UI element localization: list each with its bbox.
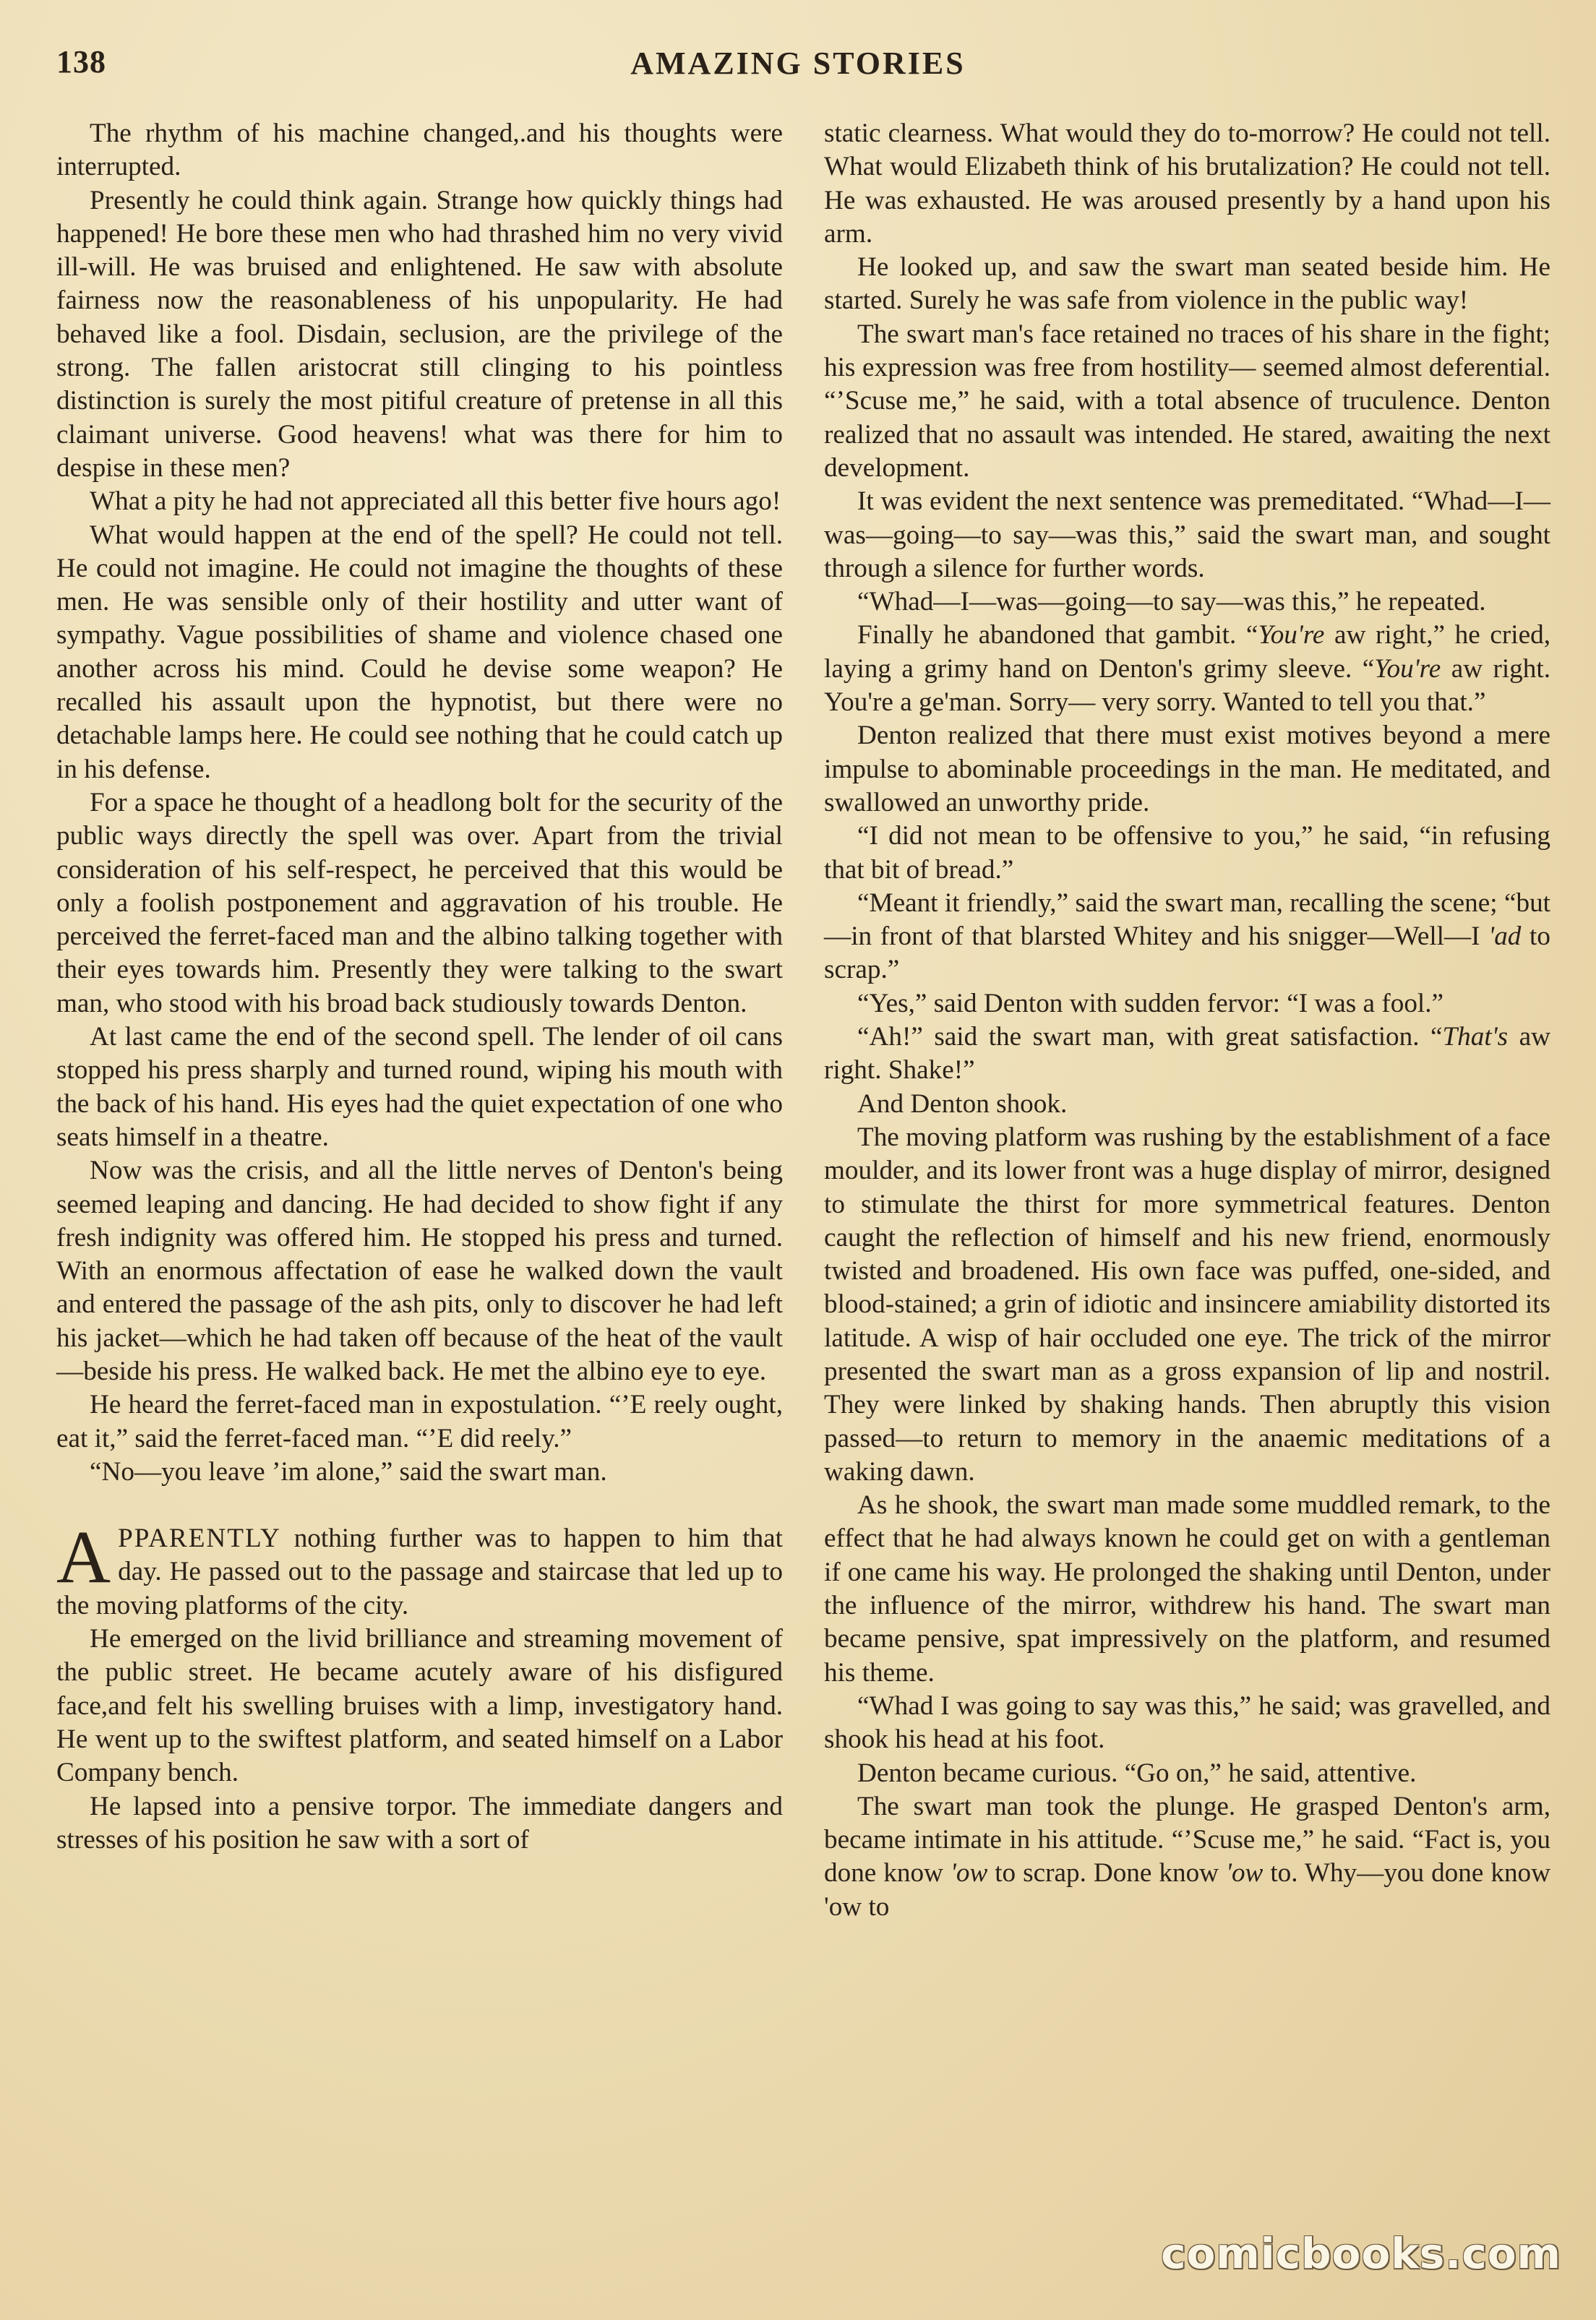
paragraph: “Whad I was going to say was this,” he said; was gravelled, and shook his head at his foot. <box>824 1690 1550 1755</box>
paragraph: “No—you leave ’im alone,” said the swart man. <box>90 1456 607 1487</box>
text-run: to. Why—you done know 'ow to <box>824 1858 1550 1922</box>
text-run: aw right,” he cried, laying a grimy hand on Denton's grimy sleeve. “ <box>824 620 1550 684</box>
italic-text: 'ow <box>1226 1858 1264 1889</box>
paragraph <box>824 619 1550 719</box>
paragraph <box>824 1790 1550 1924</box>
paragraph: What a pity he had not appreciated all this better five hours ago! <box>90 486 781 517</box>
paragraph: The swart man's face retained no traces of his share in the fight; his expression was free from hostility— seemed almost deferential. “’Scuse me,” he said, with a total absence of truculence. Denton realized that no assault was intended. He stared, awaiting the next development. <box>824 319 1550 483</box>
paragraph <box>824 1021 1550 1088</box>
text-run: aw right. You're a ge'man. Sorry— very sorry. Wanted to tell you that.” <box>824 653 1550 718</box>
paragraph: Now was the crisis, and all the little nerves of Denton's being seemed leaping and dancing. He had decided to show fight if any fresh indignity was offered him. He stopped his press and turned. With an enormous affectation of ease he walked down the vault and entered the passage of the ash pits, only to discover he had left his jacket—which he had taken off because of the heat of the vault—beside his press. He walked back. He met the albino eye to eye. <box>56 1156 783 1386</box>
running-head: AMAZING STORIES <box>630 46 966 81</box>
paragraph: He heard the ferret-faced man in expostulation. “’E reely ought, eat it,” said the ferret-faced man. “’E did reely.” <box>56 1390 783 1453</box>
paragraph: As he shook, the swart man made some muddled remark, to the effect that he had always known he could get on with a gentleman if one came his way. He prolonged the shaking until Denton, under the influence of the mirror, withdrew his hand. The swart man became pensive, spat impressively on the platform, and resumed his theme. <box>824 1490 1550 1688</box>
italic-text: You're <box>1258 620 1325 650</box>
paragraph: Denton realized that there must exist motives beyond a mere impulse to abominable proceedings in the man. He meditated, and swallowed an unworthy pride. <box>824 721 1550 817</box>
text-run: to scrap. Done know <box>987 1858 1226 1889</box>
italic-text: That's <box>1442 1022 1509 1052</box>
text-run: aw right. Shake!” <box>824 1022 1550 1086</box>
paragraph: He looked up, and saw the swart man seated beside him. He started. Surely he was safe from violence in the public way! <box>824 252 1550 316</box>
page-number: 138 <box>56 44 106 80</box>
italic-text: 'ad <box>1488 921 1522 952</box>
italic-text: 'ow <box>950 1858 988 1889</box>
text-run: to scrap.” <box>824 921 1550 985</box>
paragraph: What would happen at the end of the spell? He could not tell. He could not imagine. He could not imagine the thoughts of these men. He was sensible only of their hostility and utter want of sympathy. Vague possibilities of shame and violence chased one another across his mind. Could he devise some weapon? He recalled his assault upon the hypnotist, but there were no detachable lamps here. He could see nothing that he could catch up in his defense. <box>56 520 783 784</box>
paragraph: “Whad—I—was—going—to say—was this,” he repeated. <box>857 587 1486 617</box>
paragraph: Presently he could think again. Strange how quickly things had happened! He bore these men who had thrashed him no very vivid ill-will. He was bruised and enlightened. He saw with absolute fairness now the reasonableness of his unpopularity. He had behaved like a fool. Disdain, seclusion, are the privilege of the strong. The fallen aristocrat still clinging to his pointless distinction is surely the most pitiful creature of pretense in all this claimant universe. Good heavens! what was there for him to despise in these men? <box>56 185 783 483</box>
section-opening-paragraph <box>56 1516 783 1623</box>
watermark: comicbooks.com <box>1161 2229 1561 2278</box>
paragraph <box>824 887 1550 987</box>
italic-text: You're <box>1374 653 1441 684</box>
paragraph: The rhythm of his machine changed,.and his thoughts were interrupted. <box>56 119 783 182</box>
paragraph: It was evident the next sentence was premeditated. “Whad—I—was—going—to say—was this,” said the swart man, and sought through a silence for further words. <box>824 486 1550 583</box>
paragraph: At last came the end of the second spell. The lender of oil cans stopped his press sharply and turned round, wiping his mouth with the back of his hand. His eyes had the quiet expectation of one who seats himself in a theatre. <box>56 1022 783 1152</box>
left-column <box>56 117 783 1857</box>
drop-cap: A <box>56 1516 111 1599</box>
paragraph: And Denton shook. <box>857 1088 1068 1119</box>
paragraph: “I did not mean to be offensive to you,” he said, “in refusing that bit of bread.” <box>824 821 1550 885</box>
paragraph: He emerged on the livid brilliance and streaming movement of the public street. He became acutely aware of his disfigured face,and felt his swelling bruises with a limp, investigatory hand. He went up to the swiftest platform, and seated himself on a Labor Company bench. <box>56 1624 783 1788</box>
continued-paragraph: static clearness. What would they do to-morrow? He could not tell. What would Elizabeth think of his brutalization? He could not tell. He was exhausted. He was aroused presently by a hand upon his arm. <box>824 119 1550 249</box>
text-run: “Meant it friendly,” said the swart man, recalling the scene; “but—in front of that blarsted Whitey and his snigger—Well—I <box>824 888 1550 952</box>
paragraph: For a space he thought of a headlong bolt for the security of the public ways directly the spell was over. Apart from the trivial consideration of his self-respect, he perceived that this would be only a foolish postponement and aggravation of his trouble. He perceived the ferret-faced man and the albino talking together with their eyes towards him. Presently they were talking to the swart man, who stood with his broad back studiously towards Denton. <box>56 787 783 1018</box>
text-run: “Ah!” said the swart man, with great satisfaction. “ <box>857 1022 1443 1052</box>
section-text: nothing further was to happen to him that day. He passed out to the passage and staircase that led up to the moving platforms of the city. <box>56 1524 783 1620</box>
paragraph: Denton became curious. “Go on,” he said, attentive. <box>857 1758 1417 1788</box>
text-run: Finally he abandoned that gambit. “ <box>857 620 1258 650</box>
paragraph: He lapsed into a pensive torpor. The immediate dangers and stresses of his position he saw with a sort of <box>56 1791 783 1855</box>
right-column <box>824 117 1550 1924</box>
text-run: The swart man took the plunge. He grasped Denton's arm, became intimate in his attitude. “’Scuse me,” he said. “Fact is, you done know <box>824 1791 1550 1889</box>
paragraph: “Yes,” said Denton with sudden fervor: “I was a fool.” <box>857 988 1444 1018</box>
section-small-caps: PPARENTLY <box>118 1524 281 1554</box>
paragraph: The moving platform was rushing by the establishment of a face moulder, and its lower front was a huge display of mirror, designed to stimulate the thirst for more symmetrical features. Denton caught the reflection of himself and his new friend, enormously twisted and broadened. His own face was puffed, one-sided, and blood-stained; a grin of idiotic and insincere amiability distorted its latitude. A wisp of hair occluded one eye. The trick of the mirror presented the swart man as a gross expansion of lip and nostril. They were linked by shaking hands. Then abruptly this vision passed—to return to memory in the anaemic meditations of a waking dawn. <box>824 1122 1550 1487</box>
